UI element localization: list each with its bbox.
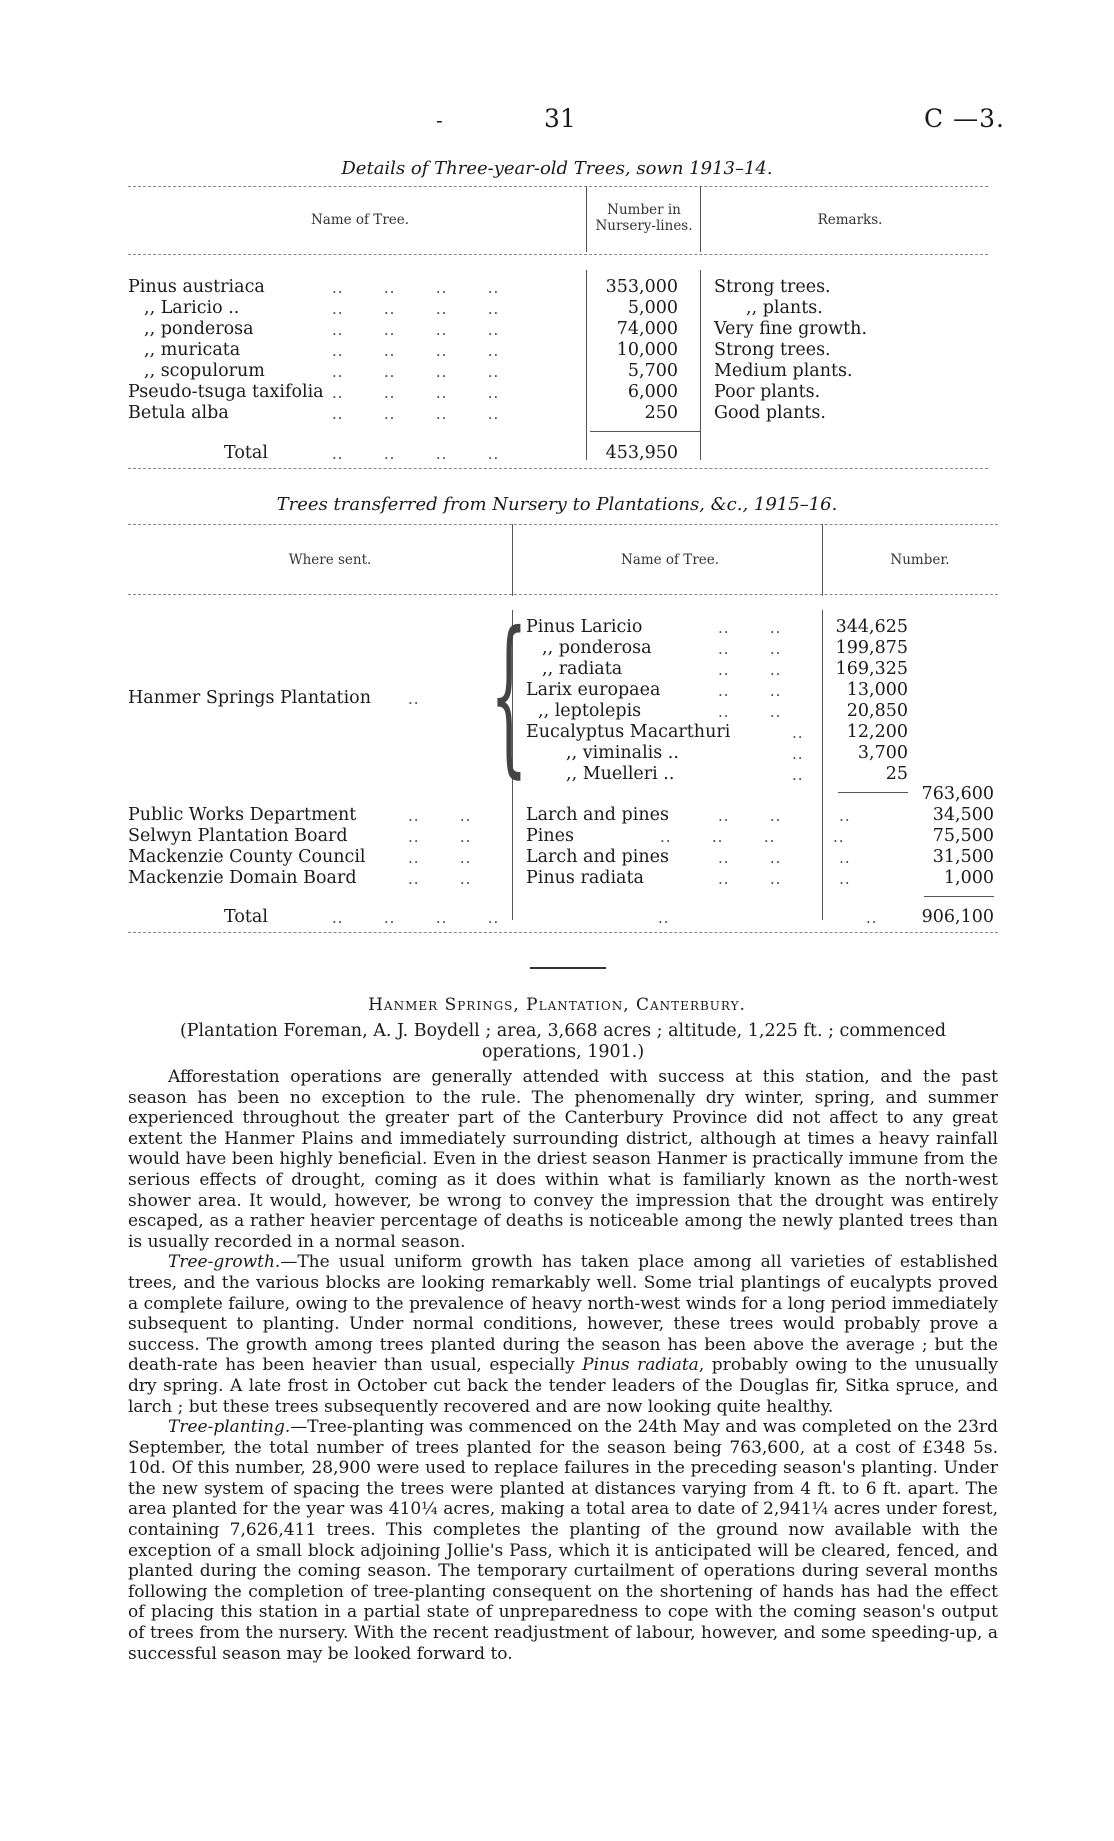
leader-dots: .. xyxy=(866,909,878,927)
tree-remarks: ,, plants. xyxy=(746,298,823,318)
recipient-name: Public Works Department xyxy=(128,805,357,825)
tree-number: 250 xyxy=(644,403,678,423)
tree-name: Larch and pines xyxy=(526,847,669,867)
table2-header-name: Name of Tree. xyxy=(620,552,720,568)
tree-name: Larix europaea xyxy=(526,680,661,700)
leader-dots: .. .. xyxy=(718,703,782,721)
tree-remarks: Good plants. xyxy=(714,403,826,423)
table2-header-where: Where sent. xyxy=(288,552,372,568)
leader-dots: .. .. .. .. xyxy=(332,279,500,297)
tree-remarks: Strong trees. xyxy=(714,340,831,360)
table2-bottom-rule xyxy=(128,932,998,933)
header-dot: - xyxy=(436,108,443,132)
table2-col-divider xyxy=(822,524,823,596)
hanmer-total: 763,600 xyxy=(921,784,994,804)
tree-name: Pinus radiata xyxy=(526,868,644,888)
hanmer-subtotal-rule xyxy=(838,792,908,793)
leader-dots: .. .. .. xyxy=(718,870,851,888)
tree-name: Larch and pines xyxy=(526,805,669,825)
table2-col-divider xyxy=(512,524,513,596)
tree-name: Betula alba xyxy=(128,403,229,423)
tree-name: ,, viminalis .. xyxy=(566,743,679,763)
tree-remarks: Medium plants. xyxy=(714,361,853,381)
leader-dots: .. .. .. .. xyxy=(332,384,500,402)
table1-top-rule xyxy=(128,186,988,187)
recipient-name: Mackenzie County Council xyxy=(128,847,366,867)
tree-name: ,, leptolepis xyxy=(538,701,642,721)
table1-header-remarks: Remarks. xyxy=(817,212,883,228)
leader-dots: .. .. .. .. xyxy=(332,363,500,381)
tree-name: ,, ponderosa xyxy=(144,319,254,339)
paragraph: Tree-planting.—Tree-planting was commenced on the 24th May and was completed on the 23rd September, the total number of trees planted for the season being 763,600, at a cost of £348 5s. 10d. Of this number, 28,900 were used to replace failures in the preceding season's planting. Under the new system of spacing the trees were planted at distances varying from 4 ft. to 6 ft. apart. The area planted for the year was 410¼ acres, making a total area to date of 2,941¼ acres under forest, containing 7,626,411 trees. This completes the planting of the ground now available with the exception of a small block adjoining Jollie's Pass, which it is anticipated will be cleared, fenced, and planted during the coming season. The temporary curtailment of operations during several months following the completion of tree-planting consequent on the shortening of hands has had the effect of placing this station in a partial state of unpreparedness to cope with the coming season's output of trees from the nursery. With the recent readjustment of labour, however, and some speeding-up, a successful season may be looked forward to. xyxy=(128,1417,998,1664)
leader-dots: .. xyxy=(408,690,420,708)
tree-name: ,, ponderosa xyxy=(542,638,652,658)
total-label: Total xyxy=(224,443,268,463)
tree-number: 13,000 xyxy=(846,680,908,700)
leader-dots: .. .. .. .. xyxy=(332,300,500,318)
leader-dots: .. xyxy=(792,766,804,784)
table1-header-rule xyxy=(128,254,988,255)
table1-col-divider xyxy=(700,186,701,252)
leader-dots: .. .. xyxy=(718,661,782,679)
tree-number: 169,325 xyxy=(835,659,908,679)
recipient-name: Mackenzie Domain Board xyxy=(128,868,357,888)
tree-number: 75,500 xyxy=(932,826,994,846)
leader-dots: .. .. .. .. xyxy=(332,342,500,360)
tree-name: ,, Laricio .. xyxy=(144,298,240,318)
tree-name: Pseudo-tsuga taxifolia xyxy=(128,382,324,402)
tree-number: 25 xyxy=(885,764,908,784)
table2-header-number: Number. xyxy=(890,552,950,568)
leader-dots: .. .. .. .. xyxy=(660,828,845,846)
leader-dots: .. .. xyxy=(718,640,782,658)
table2-subtotal-rule xyxy=(924,896,994,897)
tree-number: 3,700 xyxy=(857,743,908,763)
tree-number: 353,000 xyxy=(605,277,678,297)
paragraph: Afforestation operations are generally attended with success at this station, and the past season has been no exception to the rule. The phenomenally dry winter, spring, and summer experienced throughout the greater part of the Canterbury Province did not affect to any great extent the Hanmer Plains and immediately surrounding district, although at times a heavy rainfall would have been highly beneficial. Even in the driest season Hanmer is practically immune from the serious effects of drought, coming as it does within what is familiarly known as the north-west shower area. It would, however, be wrong to convey the impression that the drought was entirely escaped, as a rather heavier percentage of deaths is noticeable among the newly planted trees than is usually recorded in a normal season. xyxy=(128,1067,998,1252)
total-label: Total xyxy=(224,907,268,927)
tree-name: ,, radiata xyxy=(542,659,623,679)
leader-dots: .. .. xyxy=(718,682,782,700)
section-separator xyxy=(530,967,606,969)
body-text xyxy=(128,1067,998,1664)
tree-number: 199,875 xyxy=(835,638,908,658)
tree-name: ,, scopulorum xyxy=(144,361,265,381)
tree-remarks: Poor plants. xyxy=(714,382,821,402)
table1-header-number: Number in Nursery-lines. xyxy=(595,202,693,234)
document-code: C —3. xyxy=(924,104,1005,133)
page-number: 31 xyxy=(544,104,576,133)
tree-number: 12,200 xyxy=(846,722,908,742)
leader-dots: .. .. .. .. xyxy=(332,321,500,339)
leader-dots: .. .. .. .. xyxy=(332,909,500,927)
leader-dots: .. xyxy=(792,745,804,763)
hanmer-label: Hanmer Springs Plantation xyxy=(128,688,371,708)
leader-dots: .. .. .. .. xyxy=(332,405,500,423)
section-subtitle: (Plantation Foreman, A. J. Boydell ; area, 3,668 acres ; altitude, 1,225 ft. ; commenced operations, 1901.) xyxy=(179,1021,947,1062)
table1-header-name: Name of Tree. xyxy=(310,212,410,228)
tree-name: Pines xyxy=(526,826,574,846)
leader-dots: .. .. xyxy=(408,828,472,846)
tree-name: ,, muricata xyxy=(144,340,241,360)
tree-number: 34,500 xyxy=(932,805,994,825)
tree-number: 5,000 xyxy=(627,298,678,318)
tree-name: ,, Muelleri .. xyxy=(566,764,675,784)
leader-dots: .. .. xyxy=(718,619,782,637)
tree-remarks: Strong trees. xyxy=(714,277,831,297)
tree-number: 1,000 xyxy=(943,868,994,888)
tree-name: Pinus austriaca xyxy=(128,277,265,297)
tree-number: 10,000 xyxy=(616,340,678,360)
total-value: 453,950 xyxy=(605,443,678,463)
tree-name: Pinus Laricio xyxy=(526,617,643,637)
tree-number: 31,500 xyxy=(932,847,994,867)
table2-top-rule xyxy=(128,524,998,525)
tree-number: 344,625 xyxy=(835,617,908,637)
table1-col-divider xyxy=(586,186,587,252)
leader-dots: .. .. xyxy=(408,849,472,867)
tree-number: 6,000 xyxy=(627,382,678,402)
leader-dots: .. xyxy=(792,724,804,742)
leader-dots: .. .. .. xyxy=(718,849,851,867)
section-title: Hanmer Springs, Plantation, Canterbury. xyxy=(368,995,746,1015)
tree-number: 5,700 xyxy=(627,361,678,381)
total-value: 906,100 xyxy=(921,907,994,927)
leader-dots: .. xyxy=(658,909,670,927)
tree-remarks: Very fine growth. xyxy=(714,319,868,339)
table1-caption: Details of Three-year-old Trees, sown 1913–14. xyxy=(341,158,773,179)
tree-name: Eucalyptus Macarthuri xyxy=(526,722,731,742)
leader-dots: .. .. .. xyxy=(718,807,851,825)
leader-dots: .. .. xyxy=(408,870,472,888)
brace-icon: { xyxy=(490,596,528,794)
leader-dots: .. .. xyxy=(408,807,472,825)
paragraph: Tree-growth.—The usual uniform growth has taken place among all varieties of established trees, and the various blocks are looking remarkably well. Some trial plantings of eucalypts proved a complete failure, owing to the prevalence of heavy north-west winds for a long period immediately subsequent to planting. Under normal conditions, however, these trees would probably prove a success. The growth among trees planted during the season has been above the average ; but the death-rate has been heavier than usual, especially Pinus radiata, probably owing to the unusually dry spring. A late frost in October cut back the tender leaders of the Douglas fir, Sitka spruce, and larch ; but these trees subsequently recovered and are now looking quite healthy. xyxy=(128,1252,998,1417)
paragraph-heading: Tree-planting. xyxy=(168,1417,291,1438)
table1-col-divider xyxy=(586,270,587,460)
tree-number: 74,000 xyxy=(616,319,678,339)
tree-number: 20,850 xyxy=(846,701,908,721)
table1-col-divider xyxy=(700,270,701,460)
table1-subtotal-rule xyxy=(590,431,700,432)
recipient-name: Selwyn Plantation Board xyxy=(128,826,348,846)
table2-caption: Trees transferred from Nursery to Plantations, &c., 1915–16. xyxy=(276,494,838,515)
leader-dots: .. .. .. .. xyxy=(332,445,500,463)
table2-header-rule xyxy=(128,594,998,595)
table1-bottom-rule xyxy=(128,468,988,469)
paragraph-heading: Tree-growth. xyxy=(168,1252,281,1273)
